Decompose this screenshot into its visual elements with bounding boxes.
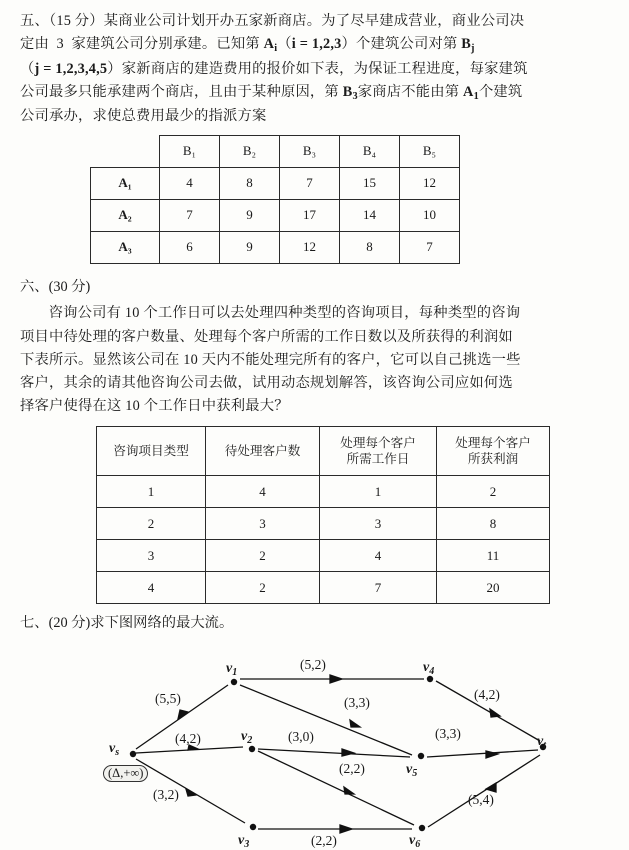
edge-label-v1-v5: (3,3) (344, 695, 370, 711)
arrow-v1-v5 (350, 720, 360, 727)
cell-days-4: 7 (320, 572, 437, 604)
cell-a2-b2: 9 (220, 199, 280, 231)
node-label-vt: $v_t$ (537, 734, 547, 751)
cell-a2-b1: 7 (160, 199, 220, 231)
max-flow-network-figure (0, 637, 629, 850)
cell-a1-b3: 7 (280, 167, 340, 199)
section-six-heading: 六、(30 分) (20, 278, 91, 295)
cell-a3-b4: 8 (340, 231, 400, 263)
col-header-customer-count-line1: 待处理客户数 (224, 444, 301, 459)
node-label-v4: $v_4$ (423, 660, 435, 677)
section-seven (0, 604, 629, 635)
consulting-project-table-wrapper (96, 426, 629, 604)
node-dot-vs (130, 751, 136, 757)
edge-v6-vt (428, 755, 540, 827)
table-row (97, 572, 550, 604)
cell-days-2: 3 (320, 508, 437, 540)
section-five-line-3: （j = 1,2,3,4,5）家新商店的建造费用的报价如下表，为保证工程进度，每家建筑 (20, 60, 528, 77)
cell-count-2: 3 (206, 508, 320, 540)
table-header-row (97, 427, 550, 476)
cell-type-2: 2 (97, 508, 206, 540)
cell-type-1: 1 (97, 476, 206, 508)
node-dot-v1 (231, 679, 237, 685)
col-header-b4: B₄ (340, 135, 400, 167)
cell-count-3: 2 (206, 540, 320, 572)
section-six-line-3: 下表所示。显然该公司在 10 天内不能处理完所有的客户，它可以自己挑选一些 (20, 351, 521, 368)
cell-days-1: 1 (320, 476, 437, 508)
edge-label-v6-vt: (5,4) (468, 792, 494, 808)
node-dot-v6 (419, 825, 425, 831)
arrow-v2-v6 (344, 787, 354, 794)
col-header-profit (437, 427, 550, 476)
edge-label-v5-vt: (3,3) (435, 726, 461, 742)
node-label-v1: $v_1$ (226, 661, 238, 678)
edge-v2-v5 (258, 749, 410, 757)
section-five-text (20, 10, 607, 129)
cell-a3-b2: 9 (220, 231, 280, 263)
section-five-line-1: 五、（15 分）某商业公司计划开办五家新商店。为了尽早建成营业，商业公司决 (20, 13, 525, 29)
row-header-a1: A₁ (91, 167, 160, 199)
col-header-workdays-line2: 所需工作日 (346, 452, 410, 467)
edge-label-v4-vt: (4,2) (474, 687, 500, 703)
edge-label-v1-v4: (5,2) (300, 657, 326, 673)
cell-a2-b4: 14 (340, 199, 400, 231)
col-header-project-type-line1: 咨询项目类型 (113, 444, 189, 459)
cell-a3-b1: 6 (160, 231, 220, 263)
node-label-v5: $v_5$ (406, 762, 418, 779)
col-header-b1: B₁ (160, 135, 220, 167)
cell-a1-b4: 15 (340, 167, 400, 199)
source-capacity-label: (Δ,+∞) (103, 765, 148, 782)
arrow-v3-v6 (340, 825, 352, 833)
edge-label-vs-v3: (3,2) (153, 787, 179, 803)
table-row (97, 508, 550, 540)
node-dot-v5 (418, 753, 424, 759)
cell-days-3: 4 (320, 540, 437, 572)
table-row (97, 540, 550, 572)
section-six-line-5: 择客户使得在这 10 个工作日中获利最大？ (20, 398, 289, 415)
arrow-vs-v3 (186, 789, 196, 796)
cell-profit-4: 20 (437, 572, 550, 604)
section-six (0, 264, 629, 419)
cell-a1-b5: 12 (400, 167, 460, 199)
edge-label-v3-v6: (2,2) (311, 833, 337, 849)
cell-count-4: 2 (206, 572, 320, 604)
node-dot-v2 (249, 746, 255, 752)
cell-type-4: 4 (97, 572, 206, 604)
node-label-v2: $v_2$ (241, 729, 253, 746)
cell-a2-b3: 17 (280, 199, 340, 231)
section-five-line-4: 公司最多只能承建两个商店，且由于某种原因，第 $B_3$家商店不能由第 $A_1$个建筑 (20, 83, 523, 102)
cell-profit-3: 11 (437, 540, 550, 572)
edge-label-vs-v2: (4,2) (175, 731, 201, 747)
consulting-project-table (96, 426, 550, 604)
cell-type-3: 3 (97, 540, 206, 572)
cell-count-1: 4 (206, 476, 320, 508)
section-six-line-1: 咨询公司有 10 个工作日可以去处理四种类型的咨询项目，每种类型的咨询 (48, 305, 521, 322)
row-header-a3: A₃ (91, 231, 160, 263)
col-header-project-type (97, 427, 206, 476)
arrow-v1-v4 (330, 675, 342, 683)
arrow-v6-vt (486, 783, 496, 792)
node-label-v3: $v_3$ (238, 833, 250, 850)
cell-a2-b5: 10 (400, 199, 460, 231)
table-corner-cell (91, 135, 160, 167)
assignment-cost-table-wrapper (90, 135, 629, 264)
edge-label-vs-v1: (5,5) (155, 691, 181, 707)
edge-label-v2-v5: (3,0) (288, 729, 314, 745)
col-header-workdays-line1: 处理每个客户 (340, 435, 416, 450)
edge-label-v2-v6: (2,2) (339, 761, 365, 777)
col-header-customer-count (206, 427, 320, 476)
cell-profit-2: 8 (437, 508, 550, 540)
section-six-text (20, 302, 607, 418)
table-header-row (91, 135, 460, 167)
cell-a1-b2: 8 (220, 167, 280, 199)
edge-v2-v6 (258, 751, 414, 825)
table-row (91, 231, 460, 263)
cell-a3-b5: 7 (400, 231, 460, 263)
arrow-v4-vt (490, 709, 500, 717)
table-row (91, 199, 460, 231)
row-header-a2: A₂ (91, 199, 160, 231)
cell-profit-1: 2 (437, 476, 550, 508)
section-five-line-5: 公司承办，求使总费用最少的指派方案 (20, 108, 267, 125)
col-header-profit-line2: 所获利润 (467, 452, 519, 467)
arrow-v2-v5 (342, 749, 354, 756)
assignment-cost-table (90, 135, 460, 264)
col-header-b2: B₂ (220, 135, 280, 167)
section-seven-heading: 七、(20 分)求下图网络的最大流。 (20, 615, 234, 632)
col-header-b5: B₅ (400, 135, 460, 167)
col-header-b3: B₃ (280, 135, 340, 167)
node-label-vs: $v_s$ (109, 741, 120, 758)
table-row (97, 476, 550, 508)
cell-a3-b3: 12 (280, 231, 340, 263)
table-row (91, 167, 460, 199)
edge-v1-v5 (240, 685, 412, 755)
cell-a1-b1: 4 (160, 167, 220, 199)
section-five-line-2: 定由 3 家建筑公司分别承建。已知第 $A_i(i = 1,2,3)$个建筑公司对第 $B_j$ (20, 36, 475, 55)
section-five (0, 0, 629, 129)
edge-v5-vt (427, 750, 538, 757)
col-header-workdays (320, 427, 437, 476)
section-six-line-2: 项目中待处理的客户数量、处理每个客户所需的工作日数以及所获得的利润如 (20, 328, 513, 345)
node-label-v6: $v_6$ (409, 833, 421, 850)
col-header-profit-line1: 处理每个客户 (455, 435, 531, 450)
section-six-line-4: 客户，其余的请其他咨询公司去做，试用动态规划解答，该咨询公司应如何选 (20, 374, 513, 391)
